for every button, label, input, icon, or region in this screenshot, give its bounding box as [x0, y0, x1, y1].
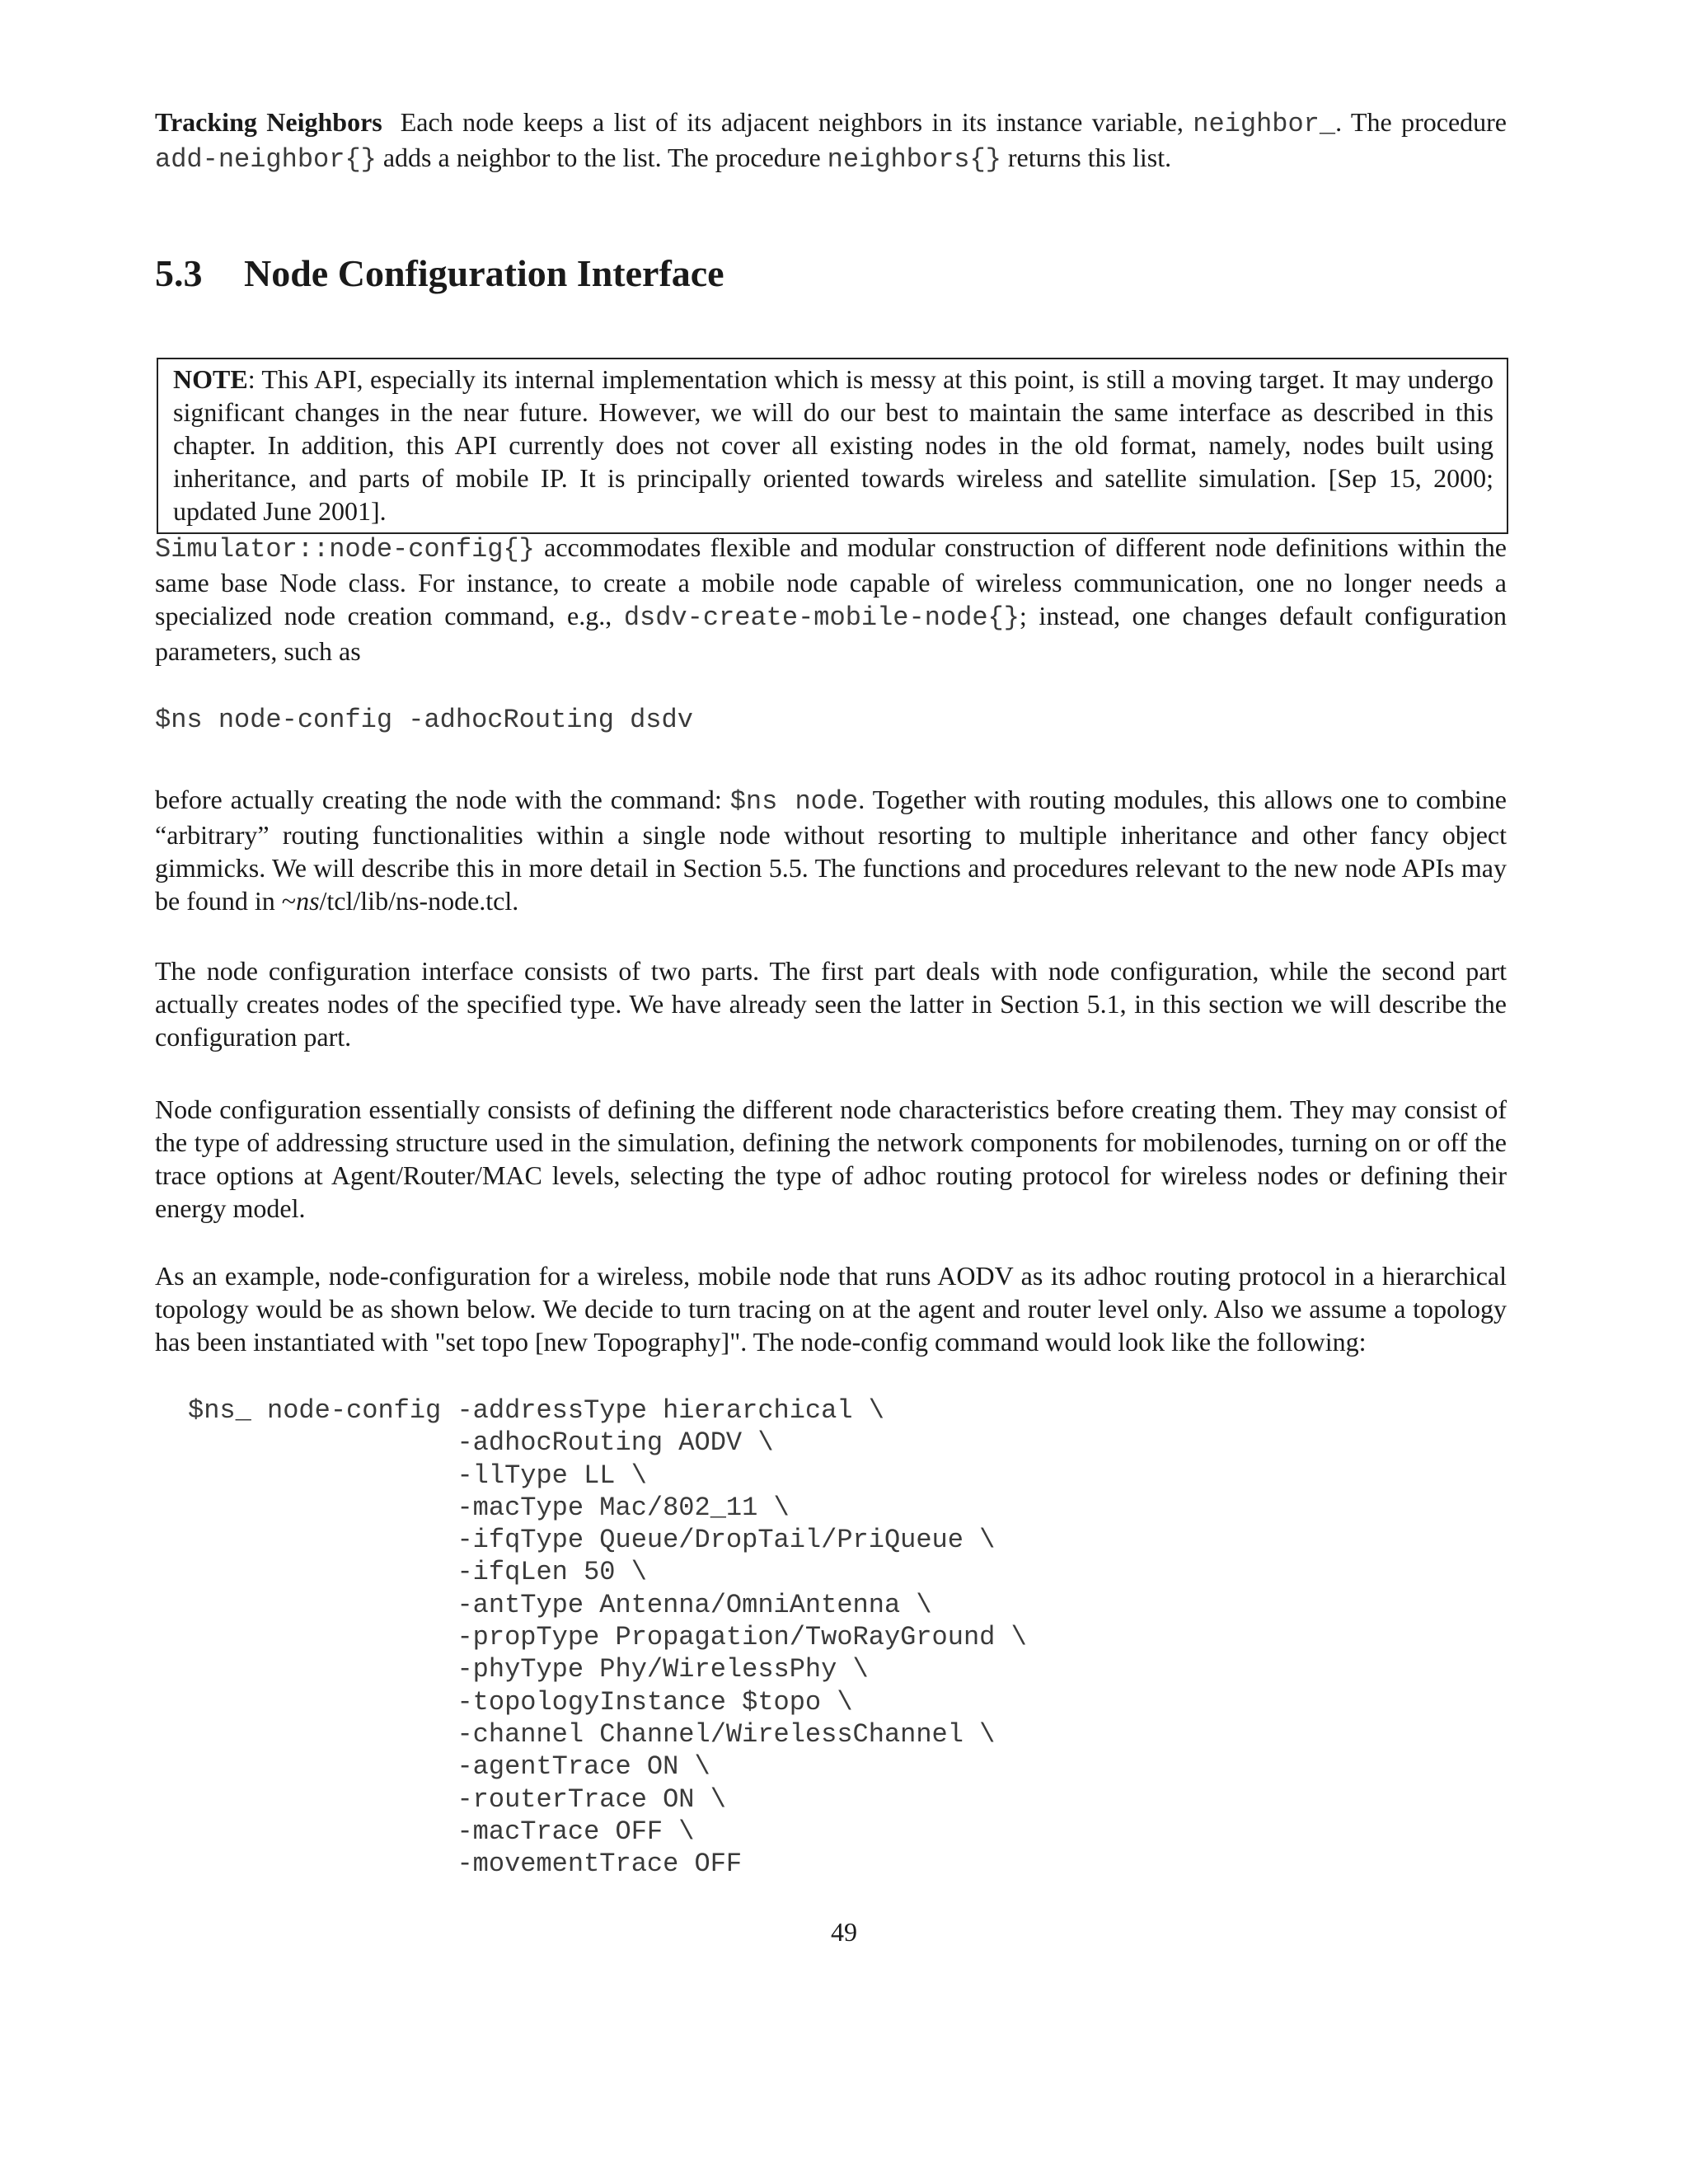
section-heading	[155, 251, 724, 297]
code-line: $ns_ node-config -addressType hierarchical \	[188, 1395, 884, 1426]
run-in-heading: Tracking Neighbors	[155, 107, 382, 137]
code-line: -movementTrace OFF	[188, 1849, 743, 1880]
code-line: -ifqType Queue/DropTail/PriQueue \	[188, 1525, 996, 1556]
code-inline: Simulator::node-config{}	[155, 534, 535, 565]
code-line: -macTrace OFF \	[188, 1816, 695, 1847]
code-line: -topologyInstance $topo \	[188, 1686, 853, 1718]
code-inline: $ns node	[729, 786, 859, 817]
code-line: -adhocRouting AODV \	[188, 1427, 774, 1459]
code-line: -antType Antenna/OmniAntenna \	[188, 1589, 932, 1620]
note-box	[157, 358, 1508, 534]
code-example-node-config	[155, 1394, 1027, 1880]
code-line: -ifqLen 50 \	[188, 1557, 647, 1588]
parts-paragraph: The node configuration interface consists of two parts. The first part deals with node configuration, while the second part actually creates nodes of the specified type. We have already seen the latter in Section 5.1, in this section we will describe the configuration part.	[155, 956, 1507, 1052]
code-line: -agentTrace ON \	[188, 1751, 710, 1783]
code-line: -llType LL \	[188, 1460, 647, 1491]
note-text: NOTE: This API, especially its internal implementation which is messy at this point, is still a moving target. It may undergo significant changes in the near future. However, we will do our best to maintain the same interface as described in this chapter. In addition, this API currently does not cover all existing nodes in the old format, namely, nodes built using inheritance, and parts of mobile IP. It is principally oriented towards wireless and satellite simulation. [Sep 15, 2000; updated June 2001].	[173, 364, 1493, 526]
code-inline: neighbors{}	[827, 144, 1001, 175]
section-title: Node Configuration Interface	[244, 252, 724, 294]
section-number: 5.3	[155, 252, 203, 294]
before-paragraph: before actually creating the node with the command: $ns node. Together with routing modules, this allows one to combine “arbitrary” routing functionalities within a single node without resorting to multiple inheritance and other fancy object gimmicks. We will describe this in more detail in Section 5.5. The functions and procedures relevant to the new node APIs may be found in ~ns/tcl/lib/ns-node.tcl.	[155, 785, 1507, 916]
example-paragraph: As an example, node-configuration for a wireless, mobile node that runs AODV as its adhoc routing protocol in a hierarchical topology would be as shown below. We decide to turn tracing on at the agent and router level only. Also we assume a topology has been instantiated with "set topo [new Topography]". The node-config command would look like the following:	[155, 1261, 1507, 1357]
code-line: -channel Channel/WirelessChannel \	[188, 1718, 996, 1750]
code-line: -propType Propagation/TwoRayGround \	[188, 1622, 1027, 1653]
code-line: -macType Mac/802_11 \	[188, 1492, 790, 1523]
tracking-neighbors-paragraph: Tracking Neighbors Each node keeps a list of its adjacent neighbors in its instance variable, neighbor_. The procedure add-neighbor{} adds a neighbor to the list. The procedure neighbors{} returns this list.	[155, 107, 1507, 175]
page-number: 49	[831, 1917, 857, 1947]
code-inline: neighbor_	[1193, 109, 1336, 139]
code-line: -routerTrace ON \	[188, 1783, 726, 1815]
code-inline: dsdv-create-mobile-node{}	[623, 602, 1020, 633]
intro-paragraph: Simulator::node-config{} accommodates flexible and modular construction of different node definitions within the same base Node class. For instance, to create a mobile node capable of wireless communication, one no longer needs a specialized node creation command, e.g., dsdv-create-mobile-node{}; instead, one changes default configuration parameters, such as	[155, 532, 1507, 666]
code-inline: add-neighbor{}	[155, 144, 377, 175]
code-line: -phyType Phy/WirelessPhy \	[188, 1654, 869, 1685]
config-paragraph: Node configuration essentially consists of defining the different node characteristics before creating them. They may consist of the type of addressing structure used in the simulation, defining the network components for mobilenodes, turning on or off the trace options at Agent/Router/MAC levels, selecting the type of adhoc routing protocol for wireless nodes or defining their energy model.	[155, 1094, 1507, 1223]
note-label: NOTE	[173, 364, 248, 394]
code-example-short: $ns node-config -adhocRouting dsdv	[155, 705, 693, 735]
